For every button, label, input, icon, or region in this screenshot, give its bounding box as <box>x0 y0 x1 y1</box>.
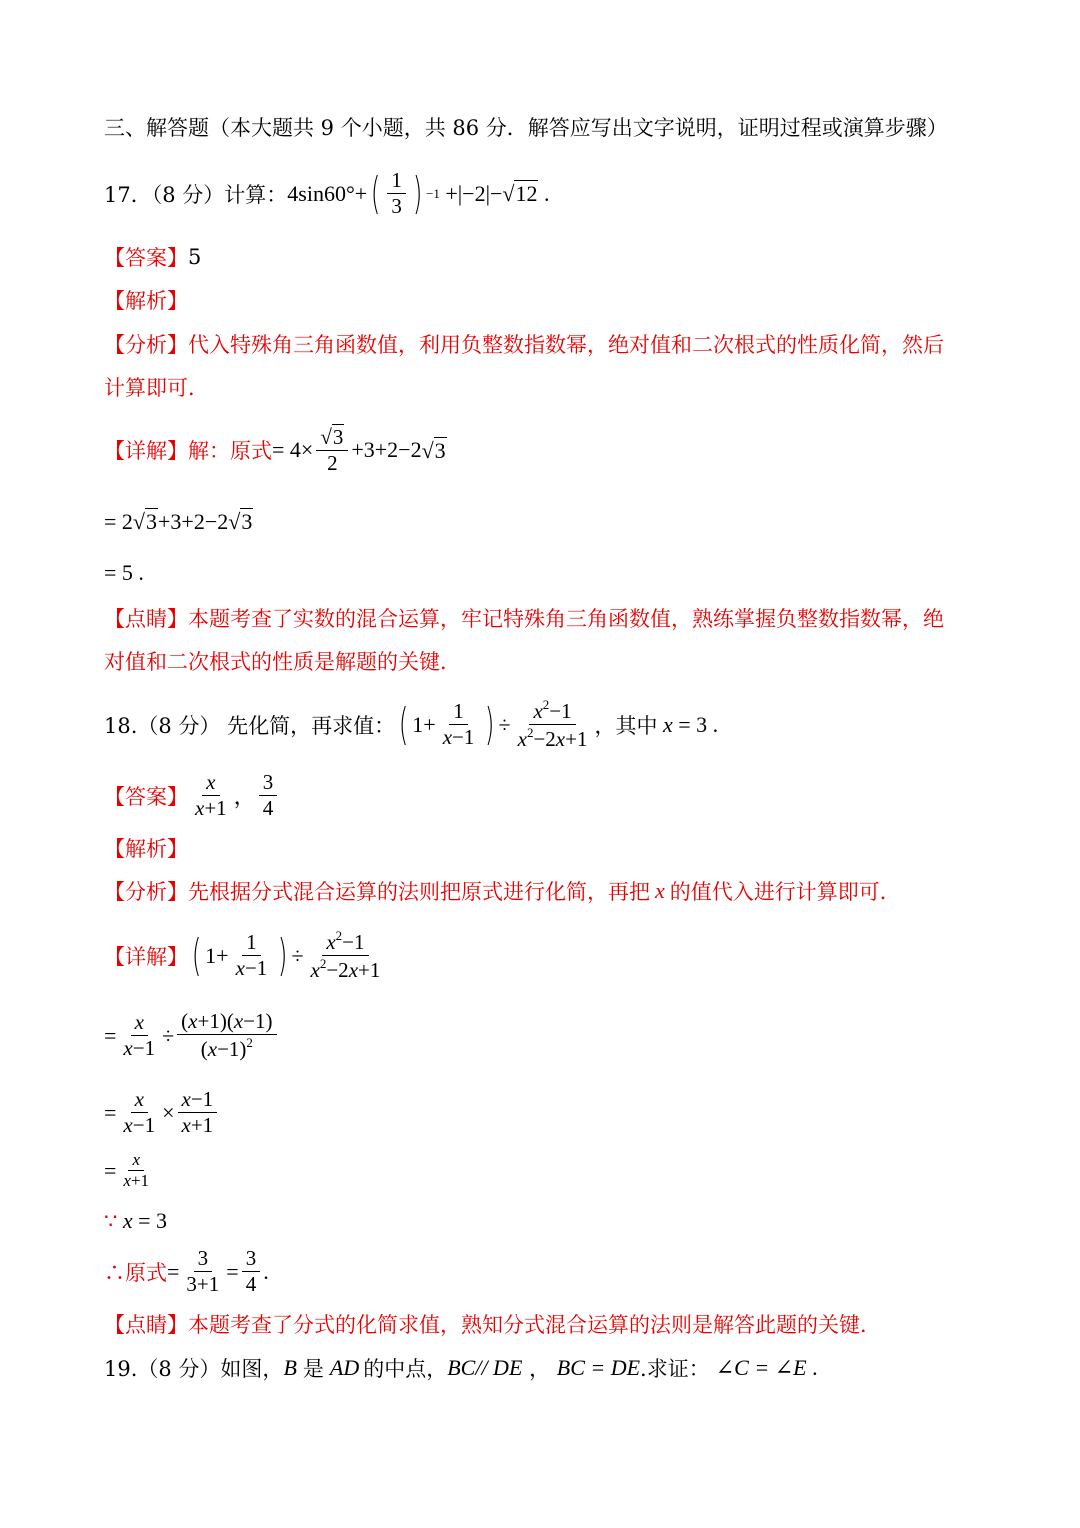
q18-therefore <box>104 1246 269 1297</box>
fenxi-var: x <box>655 878 665 903</box>
therefore-expr: = $\frac{3}{3+1}$ = $\frac{3}{4}$ . <box>167 1246 269 1297</box>
q18-dianjing <box>104 1309 881 1339</box>
q18-condition: x = 3 . <box>662 711 719 737</box>
answer-value: $\frac{x}{x+1}$ ， $\frac{3}{4}$ <box>188 770 280 821</box>
fenxi-label: 【分析】 <box>104 333 188 357</box>
q18-answer <box>104 770 280 821</box>
dianjing-label: 【点睛】 <box>104 607 188 631</box>
q17-problem <box>104 168 549 219</box>
answer-value: 5 <box>188 245 202 269</box>
therefore-label: ∴原式 <box>104 1260 167 1285</box>
q19-equal: BC = DE <box>556 1355 641 1380</box>
q17-expression: 4sin60°+ ( $\frac{1}{3}$ ) −1 +|−2|− √ 12 . <box>287 167 550 219</box>
q17-dianjing-line1 <box>104 603 944 633</box>
q17-step3: = 5 . <box>104 560 144 585</box>
q18-jiexi <box>104 833 188 863</box>
q17-jiexi <box>104 285 188 315</box>
xiangjie-intro: 解：原式 <box>188 439 272 464</box>
q17-dianjing-line2 <box>104 646 461 676</box>
dianjing-text: 本题考查了实数的混合运算，牢记特殊角三角函数值，熟练掌握负整数指数幂，绝 <box>188 607 944 631</box>
q18-step0: ( 1+ $\frac{1}{x-1}$ ) ÷ $\frac{x^2-1}{x^2-2x+1}$ <box>191 928 381 983</box>
q18-step1: = $\frac{x}{x-1}$ ÷ $\frac{(x+1)(x-1)}{(x-1)^2}$ <box>104 1009 280 1062</box>
section-title <box>104 112 948 142</box>
section-title-text: 三、解答题（本大题共 9 个小题，共 86 分．解答应写出文字说明，证明过程或演算步骤） <box>104 116 948 140</box>
q19-prefix: 19.（8 分）如图， <box>104 1357 284 1381</box>
dianjing-text: 对值和二次根式的性质是解题的关键． <box>104 650 461 674</box>
q19-angle: ∠C = ∠E <box>715 1355 807 1380</box>
q17-step2: = 2 √ 3 +3+2−2 √ 3 <box>104 508 253 534</box>
q18-fenxi <box>104 876 901 906</box>
q19-text: .求证： <box>640 1357 710 1381</box>
q17-step1: = 4× √ 3 2 +3+2−2 √ 3 <box>272 425 446 476</box>
q19-problem: 19.（8 分）如图， B 是 AD 的中点， BC// DE ， BC = DE .求证： ∠C = ∠E . <box>104 1355 818 1381</box>
q18-problem <box>104 697 718 753</box>
fenxi-text: 先根据分式混合运算的法则把原式进行化简，再把 <box>188 880 650 904</box>
q19-segment-ad: AD <box>329 1355 360 1380</box>
jiexi-label: 【解析】 <box>104 837 188 861</box>
q17-answer <box>104 242 201 272</box>
answer-label: 【答案】 <box>104 246 188 270</box>
jiexi-label: 【解析】 <box>104 289 188 313</box>
q18-because <box>104 1208 167 1234</box>
q19-parallel: BC// DE <box>447 1355 523 1380</box>
q19-point-b: B <box>283 1355 297 1380</box>
fenxi-text: 代入特殊角三角函数值，利用负整数指数幂，绝对值和二次根式的性质化简，然后 <box>188 333 944 357</box>
q18-expression: ( 1+ $\frac{1}{x-1}$ ) ÷ $\frac{x^2-1}{x^2-2x+1}$ <box>398 697 588 752</box>
q18-step3: = $\frac{x}{x+1}$ <box>104 1150 150 1191</box>
fenxi-text: 计算即可． <box>104 376 209 400</box>
q17-prefix: 17．（8 分）计算： <box>104 182 288 207</box>
q17-fenxi-line1 <box>104 329 944 359</box>
xiangjie-label: 【详解】 <box>104 944 188 969</box>
answer-label: 【答案】 <box>104 784 188 809</box>
dianjing-label: 【点睛】 <box>104 1313 188 1337</box>
q18-prefix: 18.（8 分） 先化简，再求值： <box>104 713 396 738</box>
q17-xiangjie <box>104 424 447 476</box>
fenxi-text: 的值代入进行计算即可． <box>669 880 901 904</box>
q19-text: 的中点， <box>363 1357 448 1381</box>
q18-suffix: ，其中 <box>594 713 658 738</box>
xiangjie-label: 【详解】 <box>104 439 188 464</box>
q17-fenxi-line2 <box>104 372 209 402</box>
because-expr: x = 3 <box>122 1208 168 1233</box>
dianjing-text: 本题考查了分式的化简求值，熟知分式混合运算的法则是解答此题的关键． <box>188 1313 881 1337</box>
q18-step2: = $\frac{x}{x-1}$ × $\frac{x-1}{x+1}$ <box>104 1087 220 1138</box>
q18-xiangjie <box>104 928 387 984</box>
fenxi-label: 【分析】 <box>104 880 188 904</box>
because-symbol: ∵ <box>104 1209 118 1233</box>
q19-text: 是 <box>302 1357 324 1381</box>
